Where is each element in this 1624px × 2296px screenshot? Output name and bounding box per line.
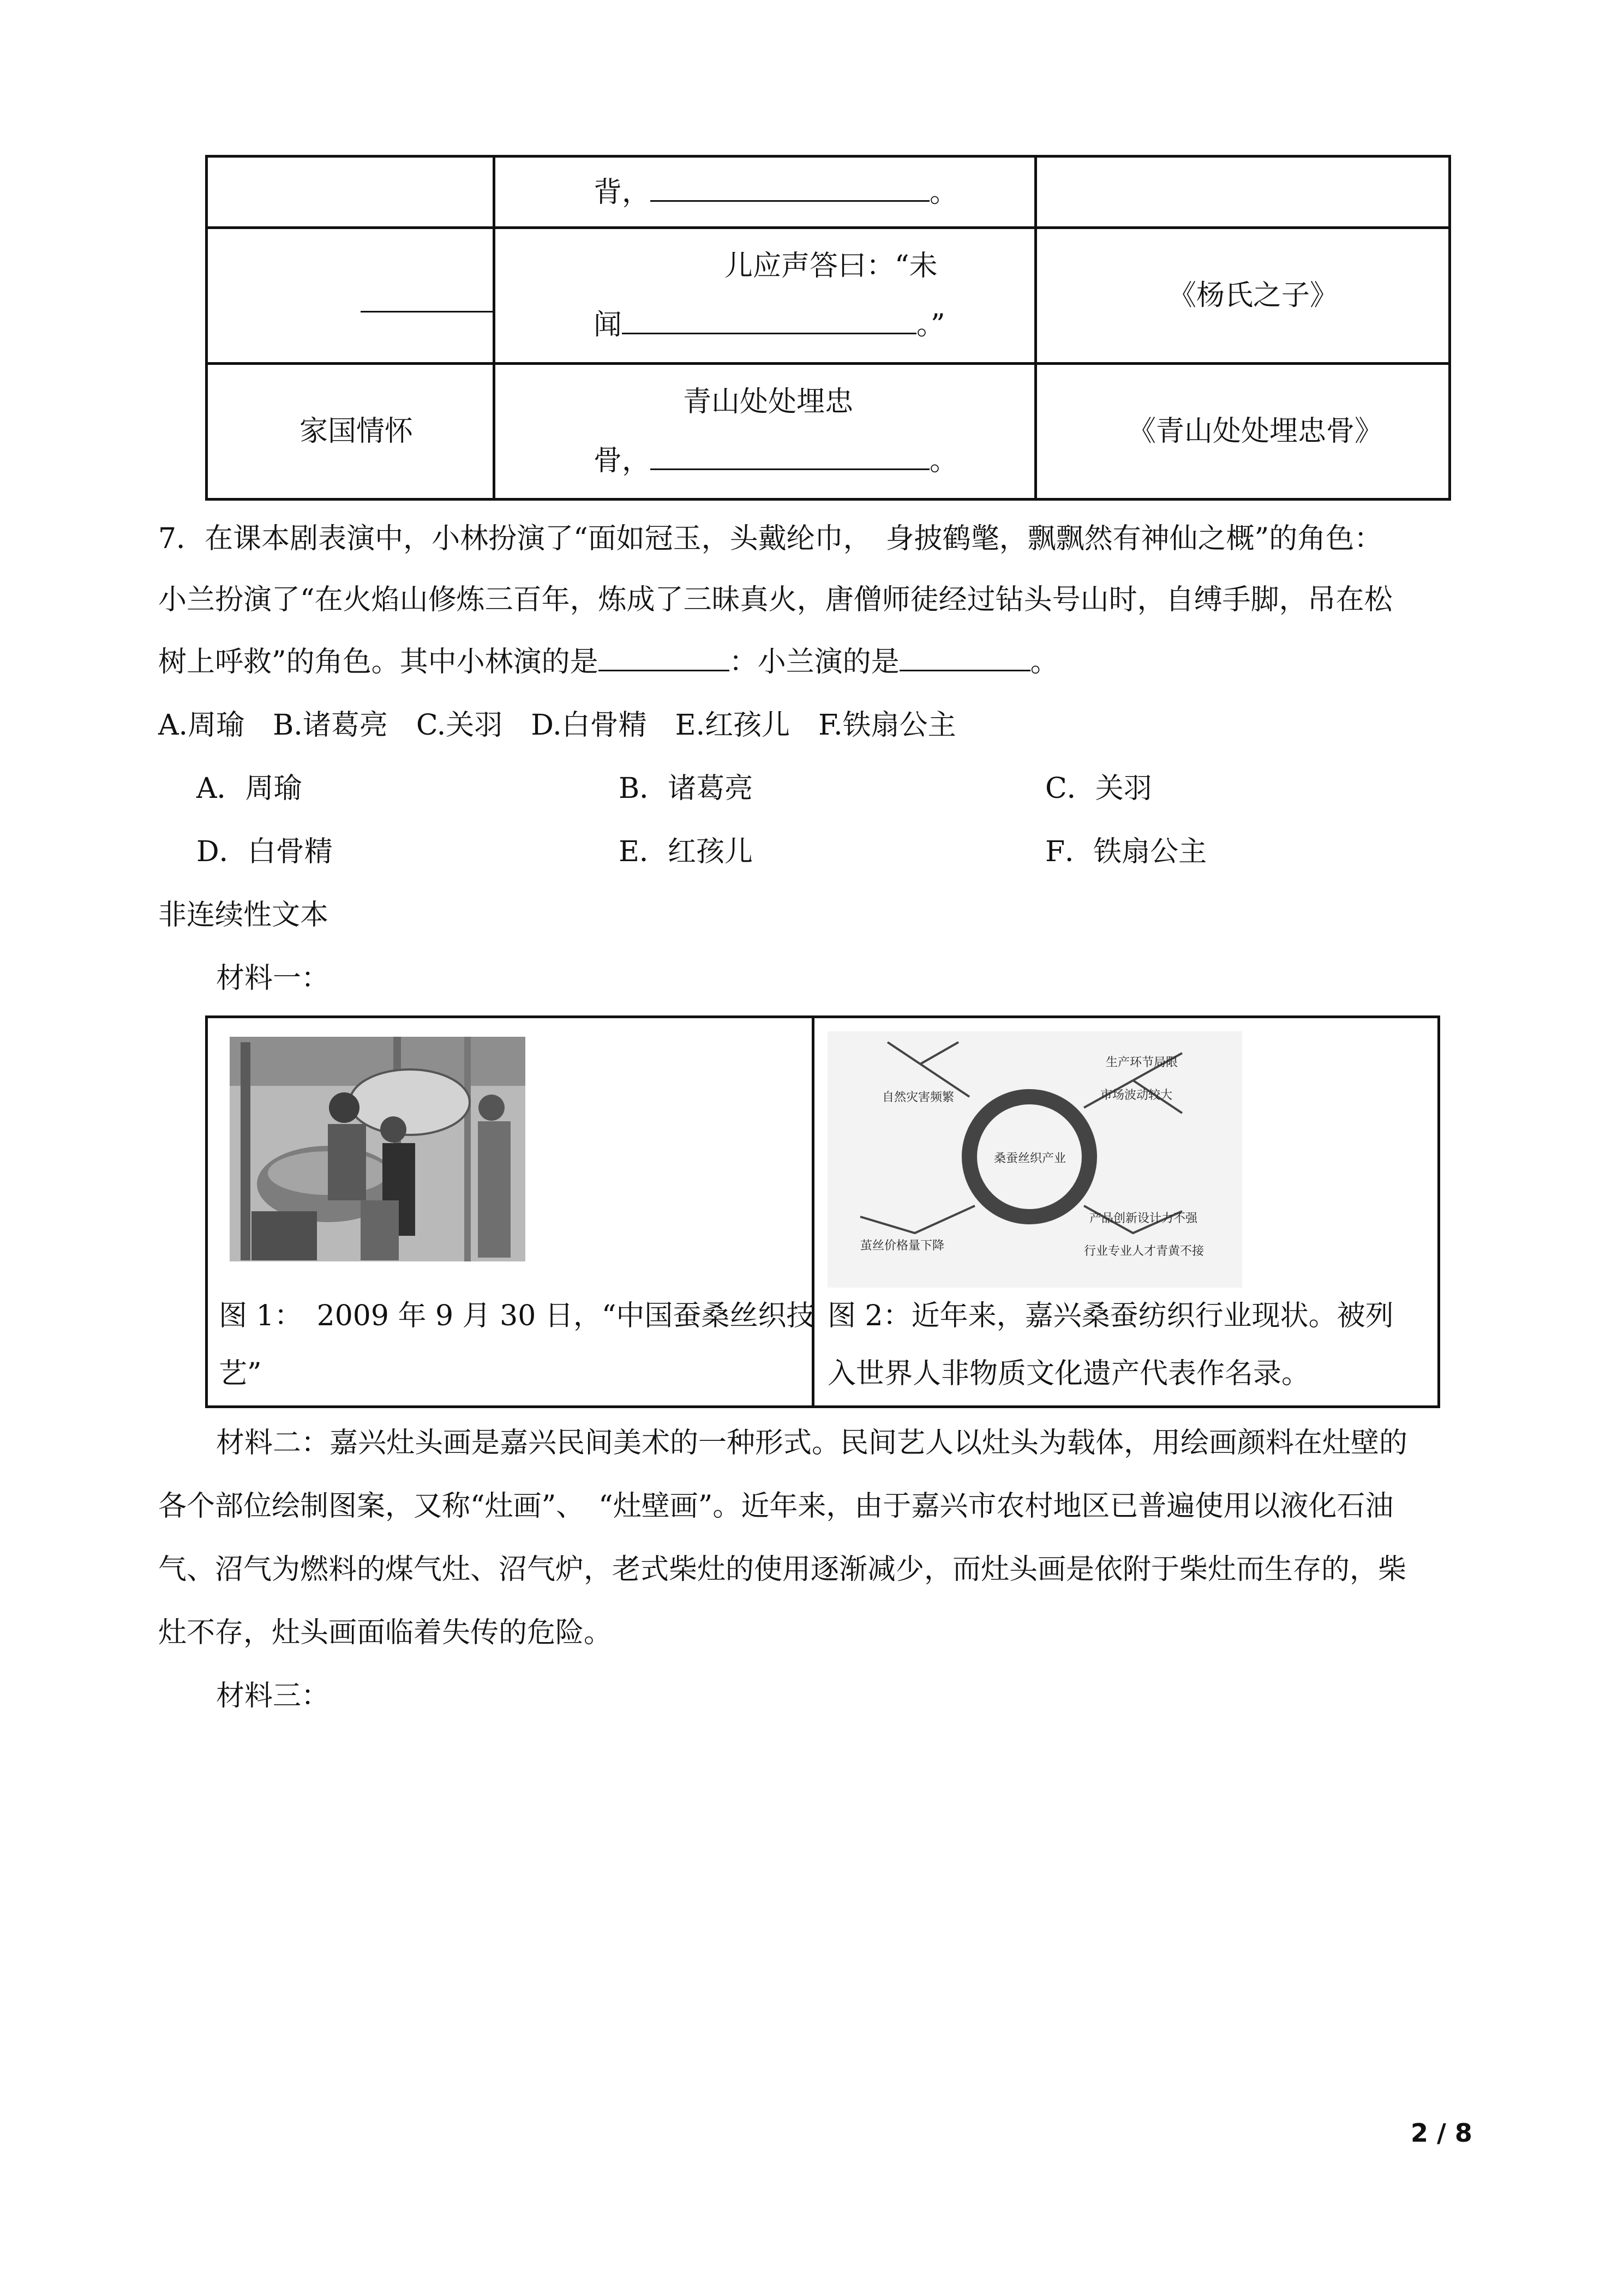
material1-label: 材料一： xyxy=(216,962,330,995)
fig2-caption-line2: 入世界人非物质文化遗产代表作名录。 xyxy=(828,1357,1310,1390)
fig1-caption-line2: 艺” xyxy=(219,1357,262,1390)
material3-label: 材料三： xyxy=(216,1680,330,1712)
table-cell-line xyxy=(494,228,1036,364)
fill-blank[interactable] xyxy=(650,464,930,470)
option-b[interactable]: B．诸葛亮 xyxy=(619,772,753,805)
q7-line1: 7．在课本剧表演中，小林扮演了“面如冠玉，头戴纶巾， 身披鹤氅，飘飘然有神仙之概”的角色： xyxy=(158,522,1383,555)
q7-inline-options: A.周瑜 B.诸葛亮 C.关羽 D.白骨精 E.红孩儿 F.铁扇公主 xyxy=(158,709,956,742)
q7-line3c: 。 xyxy=(1030,646,1059,678)
q7-line3b: ：小兰演的是 xyxy=(729,646,900,678)
diagram-label: 产品创新设计力不强 xyxy=(1089,1212,1198,1225)
option-c[interactable]: C．关羽 xyxy=(1045,772,1152,805)
q7-line3a: 树上呼救”的角色。其中小林演的是 xyxy=(158,646,598,678)
row3-line1: 青山处处埋忠 xyxy=(683,386,854,418)
poetry-table xyxy=(205,155,1451,501)
table-cell-theme xyxy=(207,228,494,364)
table-cell-theme xyxy=(207,364,494,500)
row2-line1: 儿应声答曰：“未 xyxy=(724,250,938,283)
fill-blank[interactable] xyxy=(622,328,916,334)
row2-source: 《杨氏之子》 xyxy=(1168,279,1339,312)
diagram-center: 桑蚕丝织产业 xyxy=(994,1152,1066,1165)
table-cell-source xyxy=(1036,157,1450,228)
row2-suffix: 。” xyxy=(916,309,945,341)
fill-blank[interactable] xyxy=(900,665,1030,671)
diagram-label: 市场波动较大 xyxy=(1100,1089,1173,1102)
table-cell-theme xyxy=(207,157,494,228)
material2-line4: 灶不存，灶头画面临着失传的危险。 xyxy=(158,1616,613,1649)
material2-line3: 气、沼气为燃料的煤气灶、沼气炉，老式柴灶的使用逐渐减少，而灶头画是依附于柴灶而生存的，柴 xyxy=(158,1553,1407,1586)
table-cell-source xyxy=(1036,228,1450,364)
silk-workers-photo xyxy=(230,1037,525,1261)
diagram-label: 行业专业人才青黄不接 xyxy=(1084,1245,1204,1258)
option-e[interactable]: E．红孩儿 xyxy=(619,836,753,868)
diagram-label: 茧丝价格量下降 xyxy=(860,1239,945,1253)
table-cell-source xyxy=(1036,364,1450,500)
fig1-caption-line1: 图 1： 2009 年 9 月 30 日，“中国蚕桑丝织技 xyxy=(219,1300,815,1332)
row2-prefix: 闻 xyxy=(594,309,622,341)
material1-box xyxy=(205,1015,1440,1408)
industry-status-diagram xyxy=(828,1031,1242,1288)
page-number: 2 / 8 xyxy=(1411,2118,1472,2148)
option-f[interactable]: F．铁扇公主 xyxy=(1045,836,1207,868)
theme-blank[interactable] xyxy=(361,311,493,312)
table-cell-line xyxy=(494,157,1036,228)
row3-source: 《青山处处埋忠骨》 xyxy=(1128,415,1383,448)
row1-text: 背， xyxy=(594,176,651,209)
row1-suffix: 。 xyxy=(930,176,958,209)
section-title: 非连续性文本 xyxy=(158,899,329,931)
fig2-caption-line1: 图 2：近年来，嘉兴桑蚕纺织行业现状。被列 xyxy=(828,1300,1394,1332)
material2-line2: 各个部位绘制图案，又称“灶画”、 “灶壁画”。近年来，由于嘉兴市农村地区已普遍使用以液化石油 xyxy=(158,1490,1394,1523)
fill-blank[interactable] xyxy=(650,196,930,202)
material2-line1: 材料二：嘉兴灶头画是嘉兴民间美术的一种形式。民间艺人以灶头为载体，用绘画颜料在灶壁的 xyxy=(216,1427,1408,1459)
q7-line2: 小兰扮演了“在火焰山修炼三百年，炼成了三昧真火，唐僧师徒经过钻头号山时，自缚手脚，吊在松 xyxy=(158,584,1393,616)
row3-theme: 家国情怀 xyxy=(299,415,414,448)
diagram-label: 生产环节局限 xyxy=(1106,1056,1178,1069)
fill-blank[interactable] xyxy=(598,665,729,671)
divider xyxy=(812,1018,814,1405)
option-d[interactable]: D．白骨精 xyxy=(196,836,333,868)
row3-suffix: 。 xyxy=(930,444,958,477)
row3-prefix: 骨， xyxy=(594,444,651,477)
diagram-label: 自然灾害频繁 xyxy=(882,1091,955,1104)
option-a[interactable]: A．周瑜 xyxy=(196,772,302,805)
table-cell-line xyxy=(494,364,1036,500)
